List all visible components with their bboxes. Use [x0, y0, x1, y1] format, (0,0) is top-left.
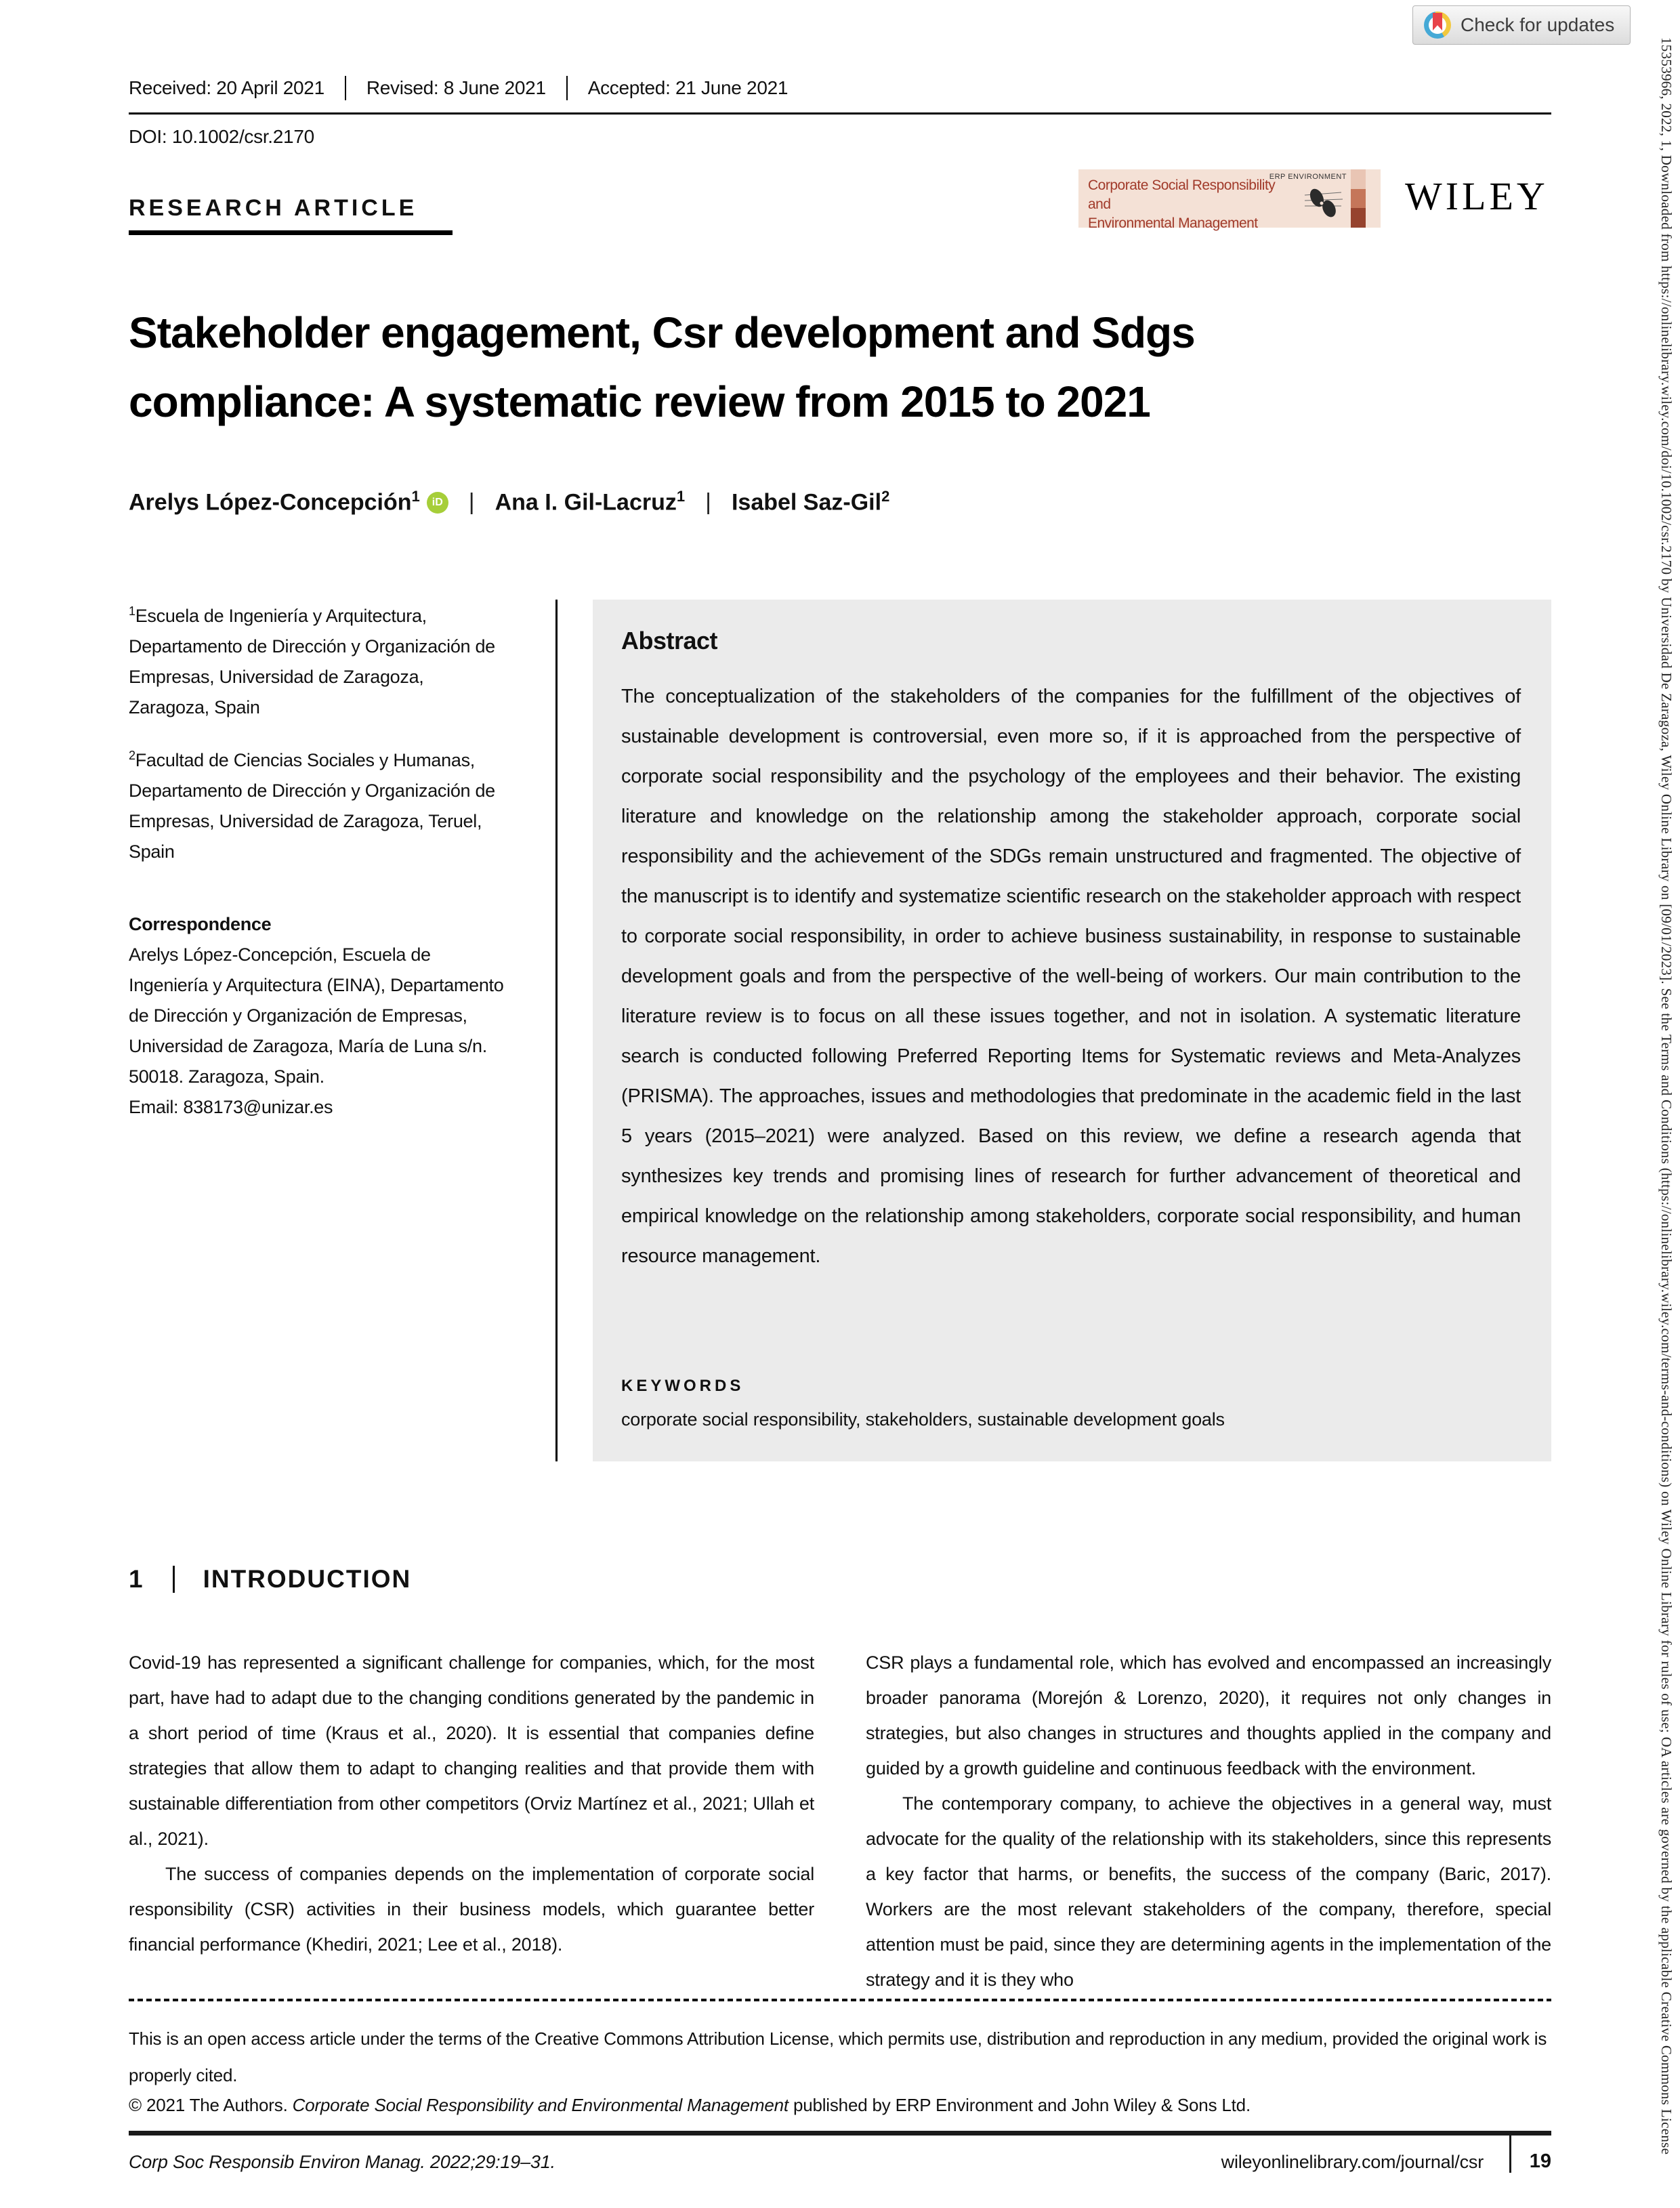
author-2-name: Ana I. Gil-Lacruz [495, 489, 677, 516]
author-3-affiliation-sup: 2 [881, 488, 890, 505]
author-2 [495, 489, 686, 516]
keywords-heading: KEYWORDS [621, 1377, 744, 1395]
footer-citation: Corp Soc Responsib Environ Manag. 2022;29:19–31. [129, 2152, 555, 2172]
date-separator [566, 76, 568, 100]
journal-banner-art [1269, 169, 1366, 228]
copyright-prefix: © 2021 The Authors. [129, 2095, 293, 2115]
author-1-name: Arelys López-Concepción [129, 489, 412, 516]
journal-banner-title [1078, 169, 1291, 231]
journal-banner [1078, 169, 1381, 231]
affiliation-2-text: Facultad de Ciencias Sociales y Humanas, Departamento de Dirección y Organización de Empresas, Universidad de Zaragoza, Teruel, Spain [129, 750, 495, 862]
license-divider [129, 1999, 1551, 2001]
author-separator: | [468, 489, 475, 515]
journal-banner-line2: Environmental Management [1088, 215, 1258, 231]
intro-paragraph: The contemporary company, to achieve the objectives in a general way, must advocate for the quality of the relationship with its stakeholders, since this represents a key factor that harms, or benefits, the success of the company (Baric, 2017). Workers are the most relevant stakeholders of the company, therefore, special attention must be paid, since they are determining agents in the implementation of the strategy and it is they who [866, 1793, 1551, 1990]
accepted-date: Accepted: 21 June 2021 [587, 77, 789, 98]
correspondence-email[interactable]: Email: 838173@unizar.es [129, 1097, 333, 1117]
received-date: Received: 20 April 2021 [129, 77, 324, 98]
footer-page-number: 19 [1529, 2150, 1551, 2172]
abstract-divider-rule [555, 600, 558, 1461]
article-type-underline [129, 230, 453, 235]
author-3-name: Isabel Saz-Gil [731, 489, 882, 516]
revised-date: Revised: 8 June 2021 [366, 77, 546, 98]
crossmark-icon [1424, 12, 1451, 39]
copyright-suffix: published by ERP Environment and John Wiley & Sons Ltd. [788, 2095, 1251, 2115]
crossmark-flag [1433, 13, 1442, 30]
dates-row [129, 76, 788, 100]
article-type-label: RESEARCH ARTICLE [129, 195, 418, 221]
check-for-updates-button[interactable] [1412, 5, 1631, 45]
affiliation-1-sup: 1 [129, 604, 135, 618]
erp-environment-label: ERP ENVIRONMENT [1269, 173, 1347, 181]
banner-color-strip [1351, 169, 1366, 228]
article-title [129, 298, 1578, 436]
doi-label: DOI: 10.1002/csr.2170 [129, 126, 314, 147]
section-title: INTRODUCTION [203, 1565, 412, 1593]
date-separator [345, 76, 346, 100]
intro-left-column [129, 1645, 814, 1962]
check-for-updates-label: Check for updates [1461, 14, 1615, 35]
section-heading-introduction [129, 1565, 411, 1593]
copyright-note [129, 2095, 1551, 2116]
margin-provenance-text: 15353966, 2022, 1, Downloaded from https://onlinelibrary.wiley.com/doi/10.1002/csr.2170 by Universidad De Zaragoza, Wiley Online Library on [09/01/2023]. See the Terms and Conditions (https://onlinelibrary.wiley.com/terms-and-conditions) on Wiley Online Library for rules of use; OA articles are governed by the applicable Creative Commons License [1658, 37, 1675, 2155]
author-separator: | [705, 489, 711, 515]
copyright-journal-name: Corporate Social Responsibility and Environmental Management [292, 2095, 789, 2115]
section-number: 1 [129, 1565, 144, 1593]
footer-journal-url[interactable]: wileyonlinelibrary.com/journal/csr [1221, 2152, 1484, 2172]
authors-row [129, 489, 889, 516]
open-access-note: This is an open access article under the terms of the Creative Commons Attribution License, which permits use, distribution and reproduction in any medium, provided the original work is properly cited. [129, 2028, 1547, 2085]
affiliation-2-sup: 2 [129, 749, 135, 762]
abstract-box [593, 600, 1551, 1461]
intro-paragraph: The success of companies depends on the implementation of corporate social responsibility (CSR) activities in their business models, which guarantee better financial performance (Khediri, 2021; Lee et al., 2018). [129, 1864, 814, 1955]
author-1-affiliation-sup: 1 [411, 488, 420, 505]
correspondence-body: Arelys López-Concepción, Escuela de Ingeniería y Arquitectura (EINA), Departamento de Dirección y Organización de Empresas, Universidad de Zaragoza, María de Luna s/n. 50018. Zaragoza, Spain. [129, 944, 504, 1087]
section-heading-separator [173, 1566, 175, 1593]
affiliation-2 [129, 741, 508, 867]
intro-paragraph: Covid-19 has represented a significant challenge for companies, which, for the most part, have had to adapt due to the changing conditions generated by the pandemic in a short period of time (Kraus et al., 2020). It is essential that companies define strategies that allow them to adapt to changing realities and that provide them with sustainable differentiation from other competitors (Orviz Martínez et al., 2021; Ullah et al., 2021). [129, 1652, 814, 1849]
abstract-heading: Abstract [621, 627, 718, 654]
correspondence-heading: Correspondence [129, 914, 272, 934]
journal-banner-line1: Corporate Social Responsibility and [1088, 178, 1276, 212]
keywords-text: corporate social responsibility, stakeholders, sustainable development goals [621, 1409, 1225, 1430]
author-3 [732, 489, 889, 516]
abstract-body: The conceptualization of the stakeholders of the companies for the fulfillment of the objectives of sustainable development is controversial, even more so, if it is approached from the perspective of corporate social responsibility and the psychology of the employees and their behavior. The existing literature and knowledge on the relationship among the stakeholder approach, corporate social responsibility and the achievement of the SDGs remain unstructured and fragmented. The objective of the manuscript is to identify and systematize scientific research on the stakeholder approach with respect to corporate social responsibility, in order to achieve business sustainability, in response to sustainable development goals and from the perspective of the well-being of workers. Our main contribution to the literature review is to focus on all these issues together, and not in isolation. A systematic literature search is conducted following Preferred Reporting Items for Systematic reviews and Meta-Analyzes (PRISMA). The approaches, issues and methodologies that predominate in the academic field in the last 5 years (2015–2021) were analyzed. Based on this review, we define a research agenda that synthesizes key trends and promising lines of research for further advancement of theoretical and empirical knowledge on the relationship among stakeholders, corporate social responsibility, and human resource management. [621, 686, 1521, 1267]
affiliation-1 [129, 596, 508, 723]
author-1 [129, 489, 448, 516]
orcid-icon[interactable]: iD [427, 492, 448, 514]
footer-rule [129, 2131, 1551, 2136]
intro-right-column [866, 1645, 1551, 1997]
intro-paragraph: CSR plays a fundamental role, which has evolved and encompassed an increasingly broader panorama (Morejón & Lorenzo, 2020), it requires not only changes in strategies, but also changes in structures and thoughts applied in the company and guided by a growth guideline and continuous feedback with the environment. [866, 1652, 1551, 1778]
wiley-logo: WILEY [1405, 174, 1549, 218]
author-2-affiliation-sup: 1 [676, 488, 686, 505]
article-title-line1: Stakeholder engagement, Csr development and Sdgs [129, 308, 1195, 357]
info-column [129, 596, 508, 1123]
header-rule [129, 112, 1551, 114]
footer-divider [1509, 2132, 1511, 2173]
butterfly-icon [1303, 186, 1344, 221]
article-title-line2: compliance: A systematic review from 2015 to 2021 [129, 377, 1150, 426]
affiliation-1-text: Escuela de Ingeniería y Arquitectura, Departamento de Dirección y Organización de Empresas, Universidad de Zaragoza, Zaragoza, Spain [129, 606, 495, 717]
